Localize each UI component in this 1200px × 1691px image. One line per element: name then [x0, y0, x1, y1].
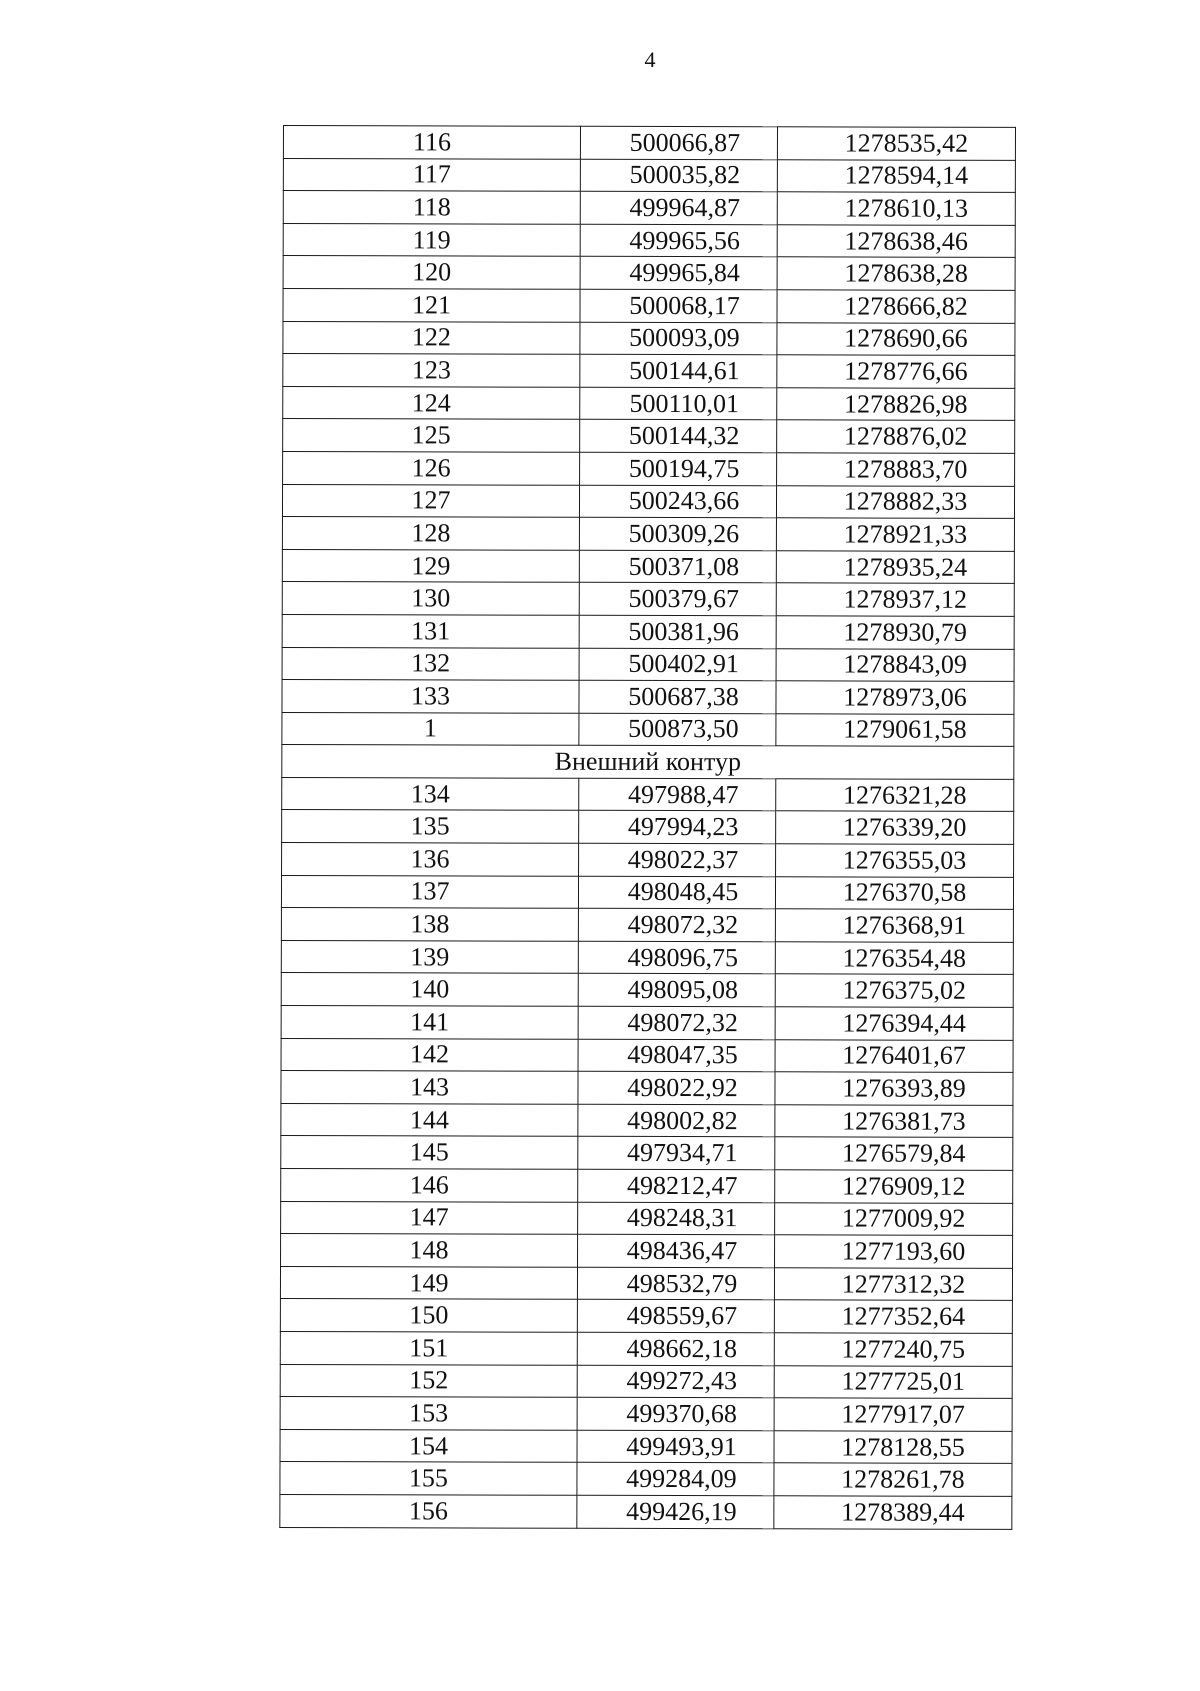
x-coordinate-cell: 498048,45	[578, 876, 775, 909]
x-coordinate-cell: 500402,91	[579, 648, 776, 681]
point-number-cell: 144	[281, 1103, 578, 1136]
x-coordinate-cell: 500068,17	[580, 289, 777, 322]
x-coordinate-cell: 498248,31	[578, 1202, 775, 1235]
x-coordinate-cell: 498072,32	[578, 909, 775, 942]
coordinates-table	[279, 125, 1016, 1529]
point-number-cell: 125	[283, 419, 580, 452]
y-coordinate-cell: 1278930,79	[776, 616, 1014, 649]
table-row	[281, 1201, 1013, 1236]
table-row	[280, 1494, 1012, 1529]
x-coordinate-cell: 500093,09	[580, 322, 777, 355]
x-coordinate-cell: 499284,09	[577, 1463, 774, 1496]
table-row	[282, 843, 1014, 878]
table-row	[283, 191, 1015, 226]
y-coordinate-cell: 1276370,58	[775, 876, 1013, 909]
point-number-cell: 146	[281, 1168, 578, 1201]
point-number-cell: 126	[283, 451, 580, 484]
y-coordinate-cell: 1277725,01	[774, 1365, 1012, 1398]
y-coordinate-cell: 1276579,84	[775, 1137, 1013, 1170]
table-row	[280, 1397, 1012, 1432]
x-coordinate-cell: 500243,66	[579, 485, 776, 518]
y-coordinate-cell: 1276909,12	[775, 1170, 1013, 1203]
point-number-cell: 122	[283, 321, 580, 354]
point-number-cell: 121	[283, 288, 580, 321]
y-coordinate-cell: 1276355,03	[776, 844, 1014, 877]
y-coordinate-cell: 1278876,02	[777, 420, 1015, 453]
point-number-cell: 117	[283, 158, 580, 191]
table-row	[281, 1006, 1013, 1041]
x-coordinate-cell: 500110,01	[580, 387, 777, 420]
x-coordinate-cell: 498022,92	[578, 1071, 775, 1104]
y-coordinate-cell: 1278128,55	[774, 1431, 1012, 1464]
x-coordinate-cell: 500381,96	[579, 615, 776, 648]
table-row	[281, 1038, 1013, 1073]
y-coordinate-cell: 1278594,14	[777, 159, 1015, 192]
page-number: 4	[644, 47, 656, 72]
table-row	[283, 256, 1015, 291]
table-row	[280, 1331, 1012, 1366]
coordinates-table-body	[280, 126, 1016, 1529]
y-coordinate-cell: 1278535,42	[777, 127, 1015, 160]
x-coordinate-cell: 498002,82	[578, 1104, 775, 1137]
point-number-cell: 145	[281, 1136, 578, 1169]
y-coordinate-cell: 1278826,98	[777, 388, 1015, 421]
y-coordinate-cell: 1277917,07	[774, 1398, 1012, 1431]
x-coordinate-cell: 500066,87	[580, 126, 777, 159]
x-coordinate-cell: 497934,71	[578, 1137, 775, 1170]
y-coordinate-cell: 1278666,82	[777, 290, 1015, 323]
table-row	[282, 549, 1014, 584]
table-row	[281, 1103, 1013, 1138]
y-coordinate-cell: 1277240,75	[774, 1333, 1012, 1366]
x-coordinate-cell: 499964,87	[580, 191, 777, 224]
table-row	[283, 288, 1015, 323]
y-coordinate-cell: 1278937,12	[776, 583, 1014, 616]
x-coordinate-cell: 500144,32	[580, 420, 777, 453]
point-number-cell: 155	[280, 1462, 577, 1495]
point-number-cell: 152	[280, 1364, 577, 1397]
y-coordinate-cell: 1276381,73	[775, 1105, 1013, 1138]
table-row	[280, 1462, 1012, 1497]
y-coordinate-cell: 1278921,33	[776, 518, 1014, 551]
point-number-cell: 156	[280, 1494, 577, 1527]
point-number-cell: 127	[282, 484, 579, 517]
y-coordinate-cell: 1278638,46	[777, 225, 1015, 258]
y-coordinate-cell: 1278776,66	[777, 355, 1015, 388]
x-coordinate-cell: 498212,47	[578, 1169, 775, 1202]
y-coordinate-cell: 1276368,91	[775, 909, 1013, 942]
table-row	[280, 1364, 1012, 1399]
table-row	[282, 777, 1014, 812]
table-row	[282, 614, 1014, 649]
x-coordinate-cell: 499426,19	[577, 1495, 774, 1528]
x-coordinate-cell: 500873,50	[579, 713, 776, 746]
table-row	[282, 582, 1014, 617]
x-coordinate-cell: 500309,26	[579, 517, 776, 550]
x-coordinate-cell: 499965,84	[580, 257, 777, 290]
point-number-cell: 119	[283, 223, 580, 256]
point-number-cell: 120	[283, 256, 580, 289]
table-row	[283, 354, 1015, 389]
x-coordinate-cell: 500194,75	[580, 452, 777, 485]
x-coordinate-cell: 499272,43	[577, 1365, 774, 1398]
table-row	[282, 680, 1014, 715]
y-coordinate-cell: 1278610,13	[777, 192, 1015, 225]
table-row	[280, 1299, 1012, 1334]
table-row	[283, 223, 1015, 258]
x-coordinate-cell: 500144,61	[580, 354, 777, 387]
section-title: Внешний контур	[282, 745, 1014, 780]
point-number-cell: 150	[280, 1299, 577, 1332]
table-row	[281, 1136, 1013, 1171]
x-coordinate-cell: 498532,79	[577, 1267, 774, 1300]
point-number-cell: 138	[281, 908, 578, 941]
table-row	[283, 451, 1015, 486]
y-coordinate-cell: 1278882,33	[776, 485, 1014, 518]
y-coordinate-cell: 1279061,58	[776, 713, 1014, 746]
table-row	[283, 419, 1015, 454]
x-coordinate-cell: 498559,67	[577, 1300, 774, 1333]
point-number-cell: 140	[281, 973, 578, 1006]
y-coordinate-cell: 1277352,64	[774, 1300, 1012, 1333]
x-coordinate-cell: 497994,23	[579, 811, 776, 844]
point-number-cell: 137	[281, 875, 578, 908]
point-number-cell: 139	[281, 940, 578, 973]
x-coordinate-cell: 498436,47	[578, 1234, 775, 1267]
x-coordinate-cell: 499370,68	[577, 1397, 774, 1430]
x-coordinate-cell: 499493,91	[577, 1430, 774, 1463]
table-row	[281, 940, 1013, 975]
x-coordinate-cell: 500371,08	[579, 550, 776, 583]
x-coordinate-cell: 498072,32	[578, 1006, 775, 1039]
table-row	[281, 973, 1013, 1008]
point-number-cell: 129	[282, 549, 579, 582]
x-coordinate-cell: 498047,35	[578, 1039, 775, 1072]
point-number-cell: 123	[283, 354, 580, 387]
x-coordinate-cell: 500035,82	[580, 159, 777, 192]
y-coordinate-cell: 1278883,70	[777, 453, 1015, 486]
y-coordinate-cell: 1276394,44	[775, 1007, 1013, 1040]
point-number-cell: 131	[282, 614, 579, 647]
table-row	[281, 1168, 1013, 1203]
table-row	[282, 712, 1014, 747]
table-row	[282, 810, 1014, 845]
y-coordinate-cell: 1278638,28	[777, 257, 1015, 290]
table-row	[281, 875, 1013, 910]
table-row	[281, 1071, 1013, 1106]
table-row	[282, 484, 1014, 519]
table-row	[283, 321, 1015, 356]
y-coordinate-cell: 1276401,67	[775, 1039, 1013, 1072]
y-coordinate-cell: 1278935,24	[776, 551, 1014, 584]
x-coordinate-cell: 498095,08	[578, 974, 775, 1007]
section-row	[282, 745, 1014, 780]
point-number-cell: 153	[280, 1397, 577, 1430]
table-row	[281, 1234, 1013, 1269]
point-number-cell: 116	[283, 126, 580, 159]
point-number-cell: 142	[281, 1038, 578, 1071]
table-row	[283, 126, 1015, 161]
x-coordinate-cell: 500687,38	[579, 680, 776, 713]
y-coordinate-cell: 1276375,02	[775, 974, 1013, 1007]
table-row	[281, 908, 1013, 943]
y-coordinate-cell: 1277009,92	[775, 1202, 1013, 1235]
y-coordinate-cell: 1277312,32	[774, 1268, 1012, 1301]
y-coordinate-cell: 1276321,28	[776, 779, 1014, 812]
point-number-cell: 136	[282, 843, 579, 876]
point-number-cell: 141	[281, 1006, 578, 1039]
point-number-cell: 118	[283, 191, 580, 224]
x-coordinate-cell: 498022,37	[579, 843, 776, 876]
point-number-cell: 151	[280, 1331, 577, 1364]
y-coordinate-cell: 1277193,60	[775, 1235, 1013, 1268]
point-number-cell: 148	[281, 1234, 578, 1267]
y-coordinate-cell: 1278690,66	[777, 322, 1015, 355]
table-row	[283, 386, 1015, 421]
x-coordinate-cell: 498096,75	[578, 941, 775, 974]
y-coordinate-cell: 1276339,20	[776, 811, 1014, 844]
point-number-cell: 135	[282, 810, 579, 843]
point-number-cell: 132	[282, 647, 579, 680]
point-number-cell: 143	[281, 1071, 578, 1104]
x-coordinate-cell: 500379,67	[579, 583, 776, 616]
y-coordinate-cell: 1276354,48	[775, 942, 1013, 975]
x-coordinate-cell: 499965,56	[580, 224, 777, 257]
y-coordinate-cell: 1278843,09	[776, 648, 1014, 681]
point-number-cell: 133	[282, 680, 579, 713]
y-coordinate-cell: 1276393,89	[775, 1072, 1013, 1105]
x-coordinate-cell: 497988,47	[579, 778, 776, 811]
table-row	[282, 647, 1014, 682]
table-row	[280, 1266, 1012, 1301]
point-number-cell: 1	[282, 712, 579, 745]
point-number-cell: 124	[283, 386, 580, 419]
table-row	[280, 1429, 1012, 1464]
table-row	[282, 517, 1014, 552]
y-coordinate-cell: 1278261,78	[774, 1463, 1012, 1496]
point-number-cell: 134	[282, 777, 579, 810]
y-coordinate-cell: 1278973,06	[776, 681, 1014, 714]
point-number-cell: 149	[280, 1266, 577, 1299]
point-number-cell: 128	[282, 517, 579, 550]
point-number-cell: 147	[281, 1201, 578, 1234]
y-coordinate-cell: 1278389,44	[774, 1496, 1012, 1529]
point-number-cell: 154	[280, 1429, 577, 1462]
x-coordinate-cell: 498662,18	[577, 1332, 774, 1365]
point-number-cell: 130	[282, 582, 579, 615]
table-row	[283, 158, 1015, 193]
